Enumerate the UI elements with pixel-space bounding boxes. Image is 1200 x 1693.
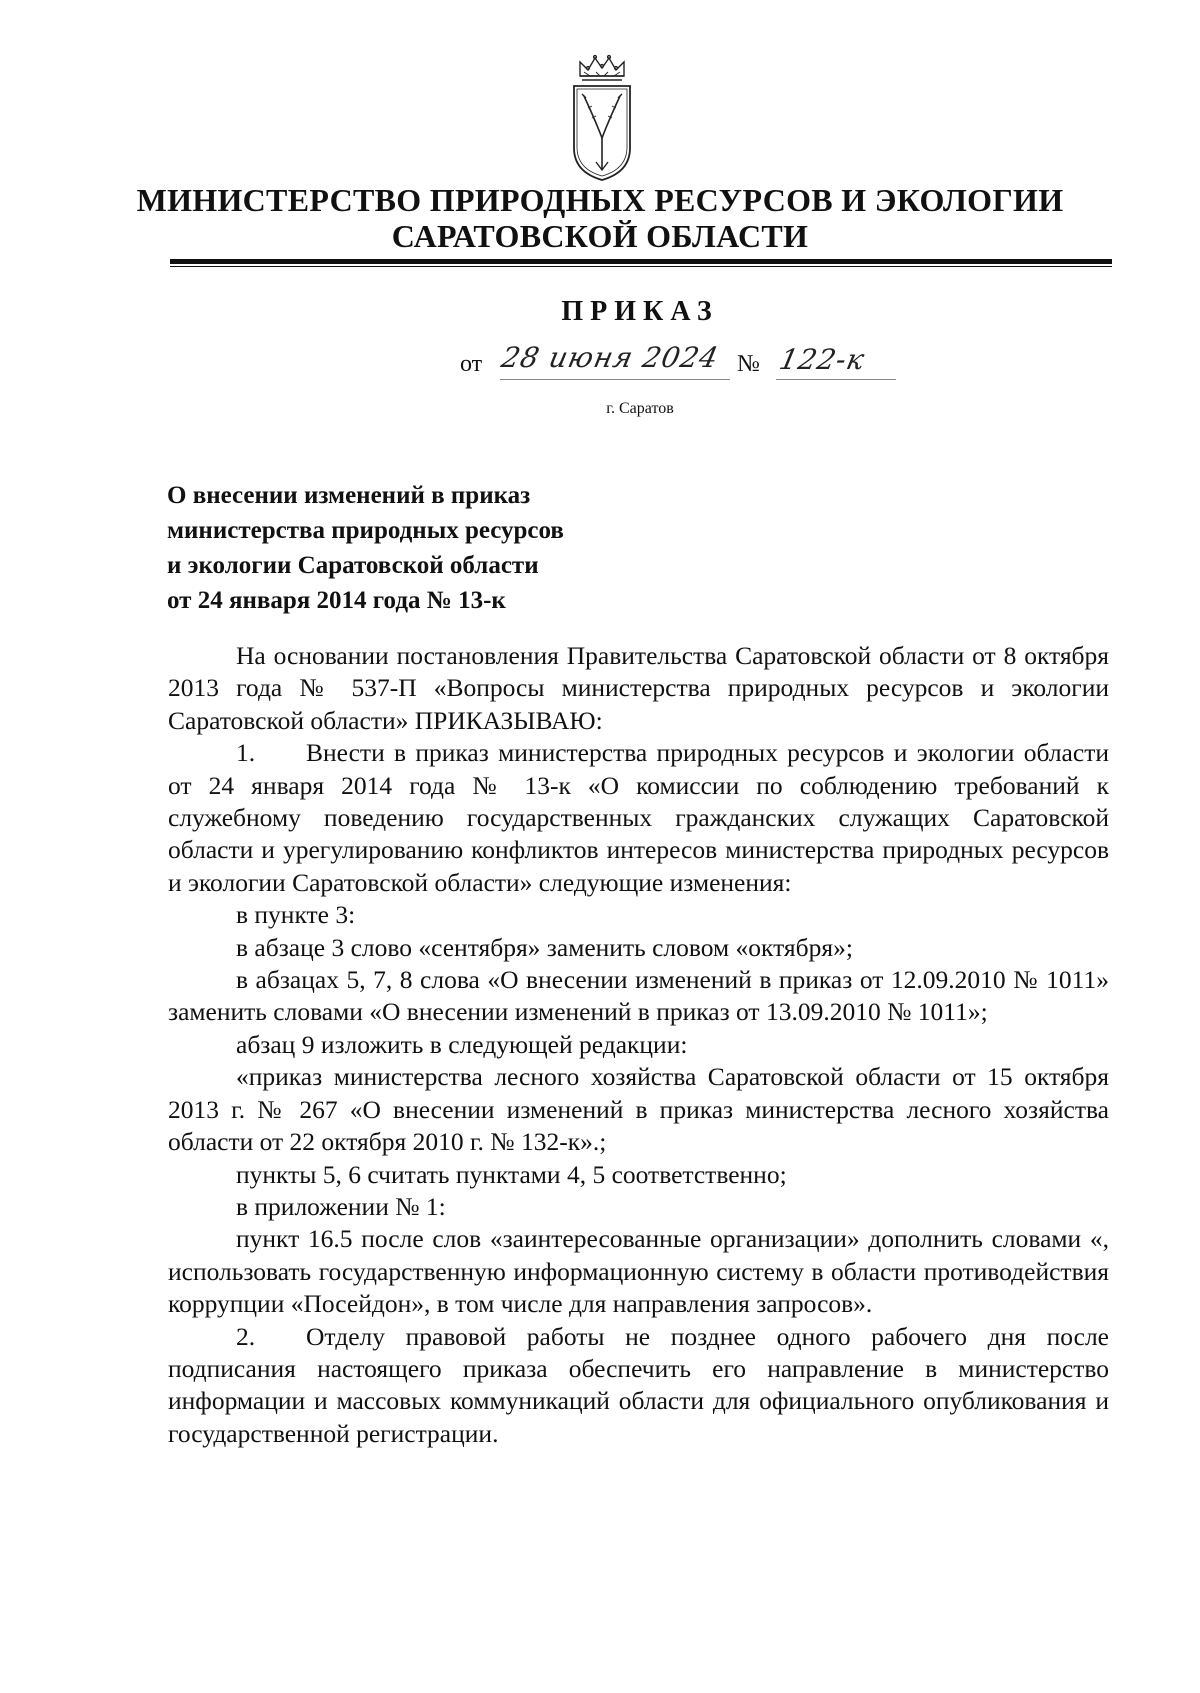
date-prefix: от xyxy=(460,351,483,377)
handwritten-number: 122-к xyxy=(776,343,869,376)
item-1-paragraph xyxy=(168,737,1109,899)
item-1-text: Внести в приказ министерства природных ресурсов и экологии области от 24 января 2014 года № 13-к «О комиссии по соблюдению требований к служебному поведению государственных гражданских служащих Саратовской области и урегулированию конфликтов интересов министерства природных ресурсов и экологии Саратовской области» следующие изменения: xyxy=(168,738,1109,897)
subject-line: министерства природных ресурсов xyxy=(167,517,564,544)
body-paragraph: в абзацах 5, 7, 8 слова «О внесении изменений в приказ от 12.09.2010 № 1011» заменить словами «О внесении изменений в приказ от 13.09.2010 № 1011»; xyxy=(168,965,1109,1027)
item-2-number: 2. xyxy=(236,1321,256,1351)
header-divider-thin xyxy=(170,266,1112,267)
header-divider-thick xyxy=(170,259,1112,264)
body-paragraph: в пункте 3: xyxy=(236,900,356,930)
date-number-row xyxy=(0,341,1200,385)
number-underline xyxy=(776,379,896,380)
preamble-paragraph: На основании постановления Правительства Саратовской области от 8 октября 2013 года № 537-П «Вопросы министерства природных ресурсов и экологии Саратовской области» ПРИКАЗЫВАЮ: xyxy=(168,641,1109,735)
body-paragraph: пункты 5, 6 считать пунктами 4, 5 соответственно; xyxy=(236,1159,787,1189)
body-paragraph: «приказ министерства лесного хозяйства Саратовской области от 15 октября 2013 г. № 267 «О внесении изменений в приказ министерства лесного хозяйства области от 22 октября 2010 г. № 132-к».; xyxy=(168,1062,1109,1157)
order-subject xyxy=(167,478,727,618)
ministry-name-line2: САРАТОВСКОЙ ОБЛАСТИ xyxy=(391,218,809,254)
handwritten-date: 28 июня 2024 xyxy=(498,341,722,374)
ministry-name-line1: МИНИСТЕРСТВО ПРИРОДНЫХ РЕСУРСОВ И ЭКОЛОГИИ xyxy=(136,182,1064,218)
subject-line: от 24 января 2014 года № 13-к xyxy=(167,587,506,614)
body-paragraph: пункт 16.5 после слов «заинтересованные организации» дополнить словами «, использовать государственную информационную систему в области противодействия коррупции «Посейдон», в том числе для направления запросов». xyxy=(168,1224,1109,1319)
number-prefix: № xyxy=(737,351,760,377)
item-1-number: 1. xyxy=(236,738,256,768)
city-label: г. Саратов xyxy=(606,400,674,417)
order-body xyxy=(168,640,1109,1450)
item-2-text: Отделу правовой работы не позднее одного рабочего дня после подписания настоящего приказа обеспечить его направление в министерство информации и массовых коммуникаций области для официального опубликования и государственной регистрации. xyxy=(168,1321,1109,1448)
date-underline xyxy=(500,379,730,380)
body-paragraph: в абзаце 3 слово «сентября» заменить словом «октября»; xyxy=(236,932,853,962)
saratov-coat-of-arms-icon xyxy=(566,52,638,184)
subject-line: О внесении изменений в приказ xyxy=(167,482,531,509)
body-paragraph: абзац 9 изложить в следующей редакции: xyxy=(236,1029,688,1059)
item-2-paragraph xyxy=(168,1321,1109,1451)
document-type-title: ПРИКАЗ xyxy=(561,296,719,327)
subject-line: и экологии Саратовской области xyxy=(167,552,539,579)
body-paragraph: в приложении № 1: xyxy=(236,1191,446,1221)
